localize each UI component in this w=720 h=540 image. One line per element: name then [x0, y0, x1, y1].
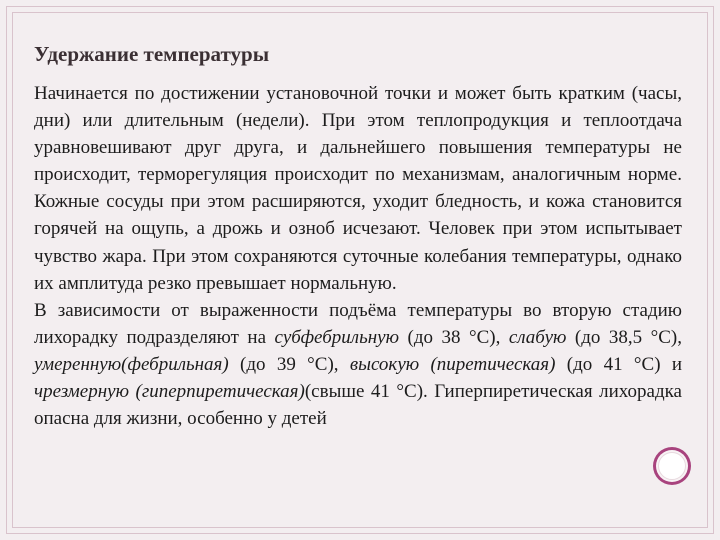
term-subfebrile: субфебрильную	[274, 326, 399, 348]
paragraph-fever-classification	[34, 297, 682, 432]
slide-body	[34, 80, 682, 432]
paragraph-maintenance-description: Начинается по достижении установочной точки и может быть кратким (часы, дни) или длительным (недели). При этом теплопродукция и теплоотдача уравновешивают друг друга, и дальнейшего повышения температуры не происходит, терморегуляция происходит по механизмам, аналогичным норме. Кожные сосуды при этом расширяются, уходит бледность, и кожа становится горячей на ощупь, а дрожь и озноб исчезают. Человек при этом испытывает чувство жара. При этом сохраняются суточные колебания температуры, однако их амплитуда резко превышает нормальную.	[34, 83, 682, 294]
text-segment: (до 38 °С),	[399, 326, 509, 348]
text-segment: (до 39 °С),	[228, 353, 350, 375]
decorative-ring-icon	[658, 452, 686, 480]
text-segment: (до 41 °С) и	[555, 353, 683, 375]
text-segment: (до 38,5 °С),	[566, 326, 683, 348]
term-mild: слабую	[508, 326, 567, 348]
text-segment: (свыше 41 °С). Гиперпиретическая лихорадка опасна для жизни, особенно у детей	[34, 381, 682, 430]
term-high: высокую (пиретическая)	[349, 353, 556, 375]
term-moderate: умеренную(фебрильная)	[34, 353, 229, 375]
slide-title: Удержание температуры	[34, 42, 270, 66]
term-excessive: чрезмерную (гиперпиретическая)	[34, 381, 305, 403]
text-segment: В зависимости от выраженности подъёма температуры во вторую стадию лихорадку подразделяют на	[34, 299, 682, 348]
